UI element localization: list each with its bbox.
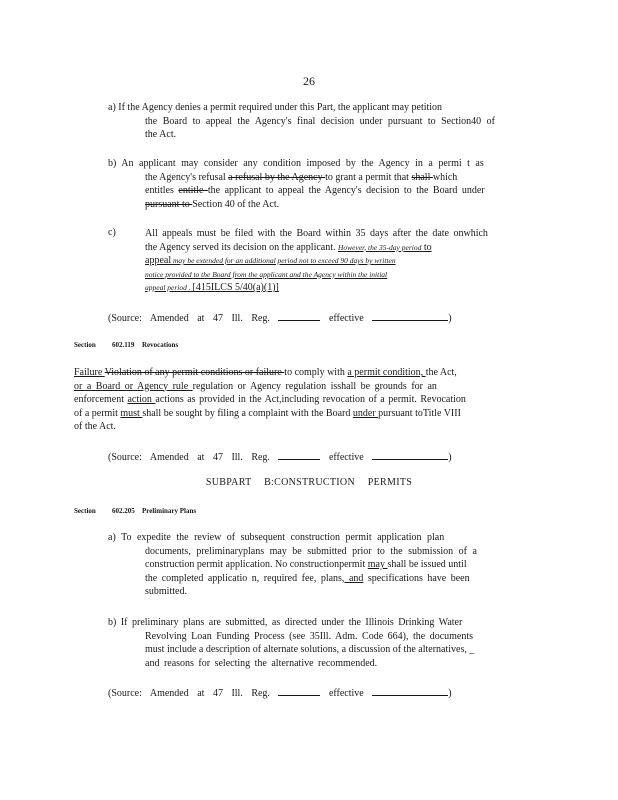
text-line: a) If the Agency denies a permit required under this Part, the applicant may petition — [108, 102, 443, 113]
source-effective: effective — [328, 313, 364, 324]
italic-inserted-text: may be extended for an additional period not to exceed 90 days by written — [171, 256, 396, 265]
section-label: Section — [74, 507, 96, 515]
source-label: (Source: — [108, 688, 142, 699]
text-line: b) If preliminary plans are submitted, as directed under the Illinois Drinking Water — [108, 617, 463, 628]
italic-inserted-text: notice provided to the Board from the applicant and the Agency within the initial — [145, 269, 388, 279]
text-run: to grant a permit that — [325, 171, 412, 183]
text-run: actions as provided in the Act,including revocation of a permit. Revocation — [155, 394, 466, 405]
section-heading — [74, 507, 196, 515]
source-close: ) — [448, 313, 452, 324]
blank-line — [372, 310, 448, 321]
text-run: which — [432, 171, 458, 183]
text-line: and reasons for selecting the alternative recommended. — [145, 657, 378, 669]
underlined-text: may — [367, 559, 388, 570]
text-line: must include a description of alternate solutions, a discussion of the alternatives, _ — [145, 644, 475, 655]
text-line: of the Act. — [74, 421, 116, 432]
text-run: entitles — [145, 185, 179, 196]
struck-text: pursuant to — [145, 198, 193, 210]
text-run: shall be issued until — [387, 559, 467, 570]
permit-appeal-paragraph-a — [108, 101, 530, 142]
underlined-text: appeal — [145, 255, 172, 266]
text-line: Revolving Loan Funding Process (see 35Ill. Adm. Code 664), the documents — [145, 630, 474, 642]
text-run: pursuant toTitle VIII — [378, 407, 461, 419]
struck-text: entitle — [178, 185, 208, 196]
blank-line — [278, 685, 320, 696]
underlined-text: action — [127, 394, 156, 405]
text-run: the Act, — [425, 367, 457, 378]
text-run: the applicant to appeal the Agency's decision to the Board under — [207, 185, 485, 196]
text-run: the completed applicatio n, required fee, plans, — [145, 572, 345, 584]
blank-line — [372, 685, 448, 696]
struck-text: a refusal by the Agency — [228, 171, 326, 183]
preliminary-plans-paragraph-a — [108, 531, 530, 599]
text-line — [74, 380, 530, 394]
text-line — [74, 366, 530, 380]
text-run: to comply with — [284, 367, 348, 378]
struck-text: shall be grounds for an — [337, 380, 437, 392]
text-line — [74, 407, 530, 421]
source-label: (Source: — [108, 452, 142, 463]
source-amended: Amended at 47 Ill. Reg. — [149, 452, 270, 463]
page-number: 26 — [303, 74, 315, 88]
source-effective: effective — [328, 688, 364, 699]
struck-text: Violation of any permit conditions or failure — [104, 367, 285, 378]
underlined-text: a permit condition, — [347, 367, 426, 378]
text-line: a) To expedite the review of subsequent construction permit application plan — [108, 532, 445, 543]
appeal-deadline-paragraph-c — [145, 227, 530, 295]
text-line: the Act. — [145, 129, 177, 140]
underlined-text: and — [344, 572, 364, 584]
text-run: shall be sought by filing a complaint with the Board — [142, 407, 353, 419]
italic-inserted-text: However, the 35-day period — [338, 242, 422, 252]
section-number: 602.119 — [112, 341, 135, 349]
underlined-text: or a Board or Agency rule — [74, 380, 193, 392]
text-line — [145, 281, 530, 295]
underlined-text: under — [352, 407, 379, 419]
section-label: Section — [74, 341, 96, 349]
text-line — [145, 254, 530, 268]
text-line: b) An applicant may consider any condition imposed by the Agency in a permi t as — [108, 158, 484, 169]
struck-text: shall — [411, 171, 433, 183]
source-effective: effective — [328, 452, 364, 463]
text-line — [108, 198, 530, 212]
text-line: documents, preliminaryplans may be submitted prior to the submission of a — [145, 545, 477, 557]
text-line — [145, 241, 530, 255]
blank-line — [278, 310, 320, 321]
subpart-heading: SUBPART B:CONSTRUCTION PERMITS — [205, 477, 413, 488]
text-line: All appeals must be filed with the Board within 35 days after the date onwhich — [145, 228, 488, 239]
blank-line — [278, 449, 320, 460]
source-close: ) — [448, 688, 452, 699]
text-line — [108, 558, 530, 572]
section-number: 602.205 — [112, 507, 135, 515]
text-line — [74, 393, 530, 407]
permit-condition-paragraph-b — [108, 157, 530, 211]
source-amended: Amended at 47 Ill. Reg. — [149, 313, 270, 324]
text-line — [108, 572, 530, 586]
text-line — [108, 184, 530, 198]
source-note — [108, 310, 452, 324]
text-line — [145, 268, 530, 282]
source-note — [108, 449, 452, 463]
preliminary-plans-paragraph-b — [108, 616, 530, 670]
text-run: Section 40 of the Act. — [192, 198, 280, 210]
italic-inserted-text: appeal period . — [145, 283, 193, 292]
section-heading — [74, 341, 178, 349]
underlined-text: must — [120, 407, 143, 419]
blank-line — [372, 449, 448, 460]
text-run: construction permit application. No constructionpermit — [145, 559, 368, 570]
text-line — [108, 171, 530, 185]
text-run: the Agency's refusal — [145, 171, 229, 183]
section-title: Preliminary Plans — [142, 507, 197, 515]
text-run: of a permit — [74, 407, 121, 419]
underlined-text: Failure — [74, 367, 105, 378]
statute-citation: [415ILCS 5/40(a)(1)] — [192, 282, 279, 293]
text-run: specifications have been — [367, 572, 470, 584]
text-line: the Board to appeal the Agency's final decision under pursuant to Section40 of — [145, 115, 495, 127]
revocations-paragraph — [74, 366, 530, 434]
source-note — [108, 685, 452, 699]
text-run: the Agency served its decision on the applicant. — [145, 241, 339, 253]
source-amended: Amended at 47 Ill. Reg. — [149, 688, 270, 699]
text-line: submitted. — [145, 586, 187, 597]
item-c-label: c) — [108, 227, 116, 238]
text-run: regulation or Agency regulation is — [192, 380, 338, 392]
underlined-text: to — [421, 241, 432, 253]
text-run: enforcement — [74, 394, 128, 405]
section-title: Revocations — [142, 341, 179, 349]
source-label: (Source: — [108, 313, 142, 324]
source-close: ) — [448, 452, 452, 463]
